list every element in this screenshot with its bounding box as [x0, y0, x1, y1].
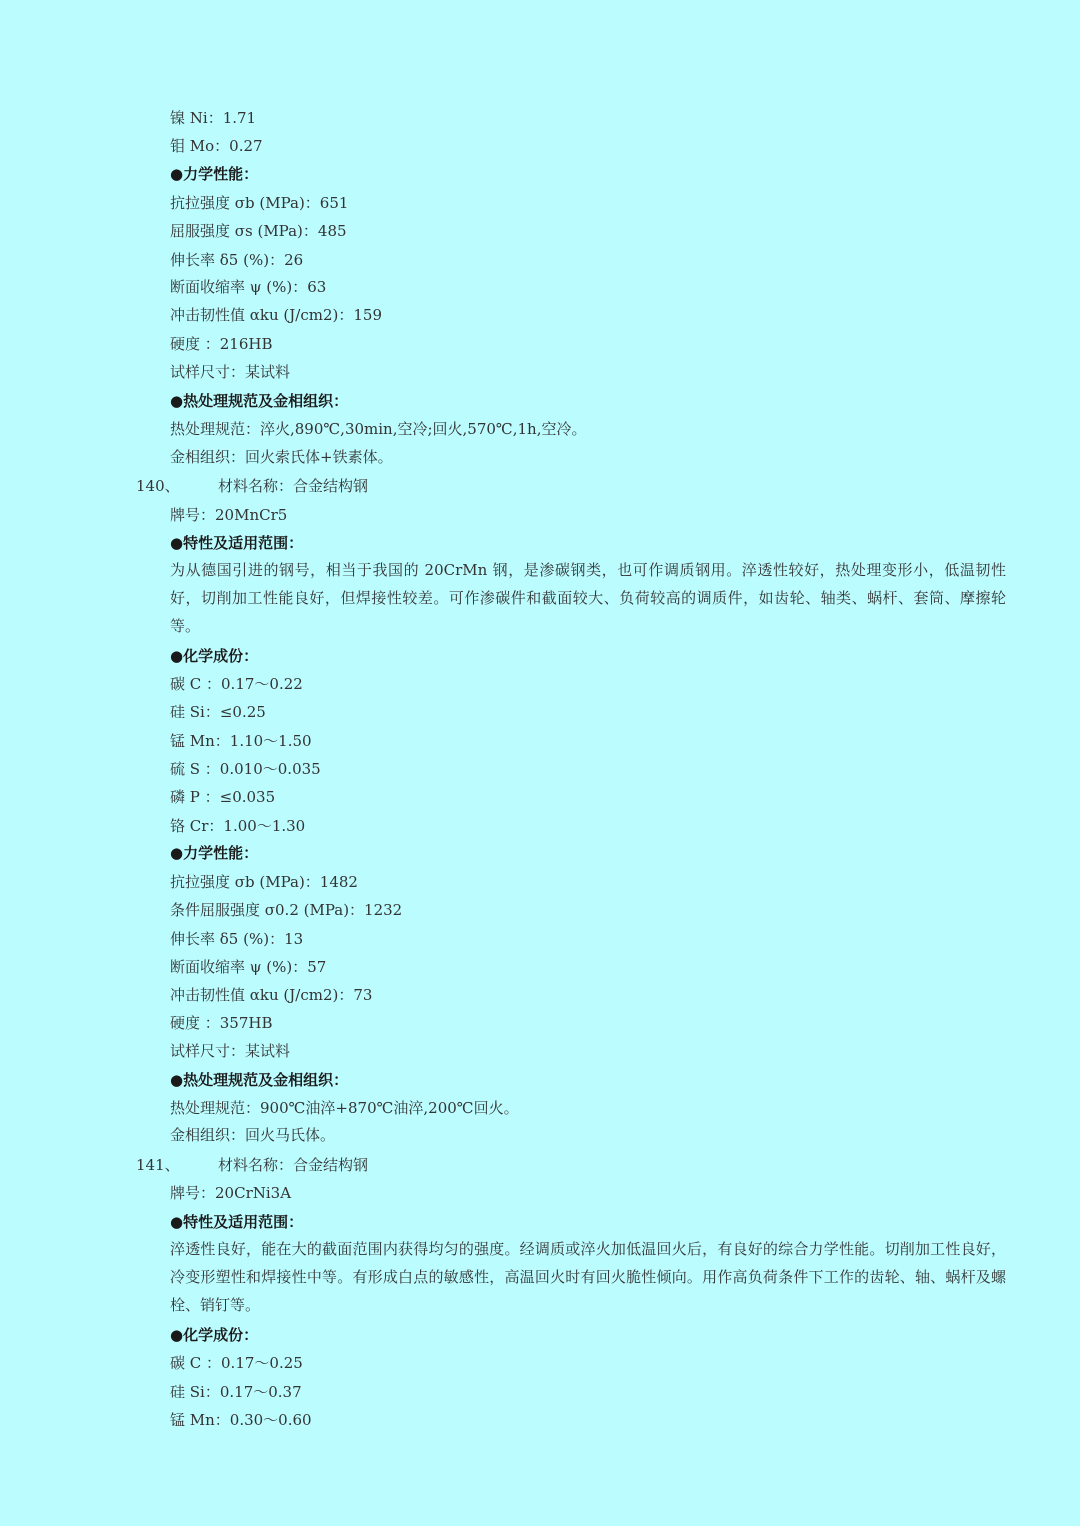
mech-item: 冲击韧性值 αku (J/cm2)：73	[170, 986, 373, 1004]
mech-item: 冲击韧性值 αku (J/cm2)：159	[170, 306, 382, 324]
chem-item: 硅 Si：≤0.25	[170, 703, 266, 721]
section-heading-chemical: ●化学成份：	[170, 1326, 259, 1344]
chem-item: 碳 C ：0.17～0.22	[170, 675, 303, 693]
mech-item: 伸长率 δ5 (%)：26	[170, 251, 304, 269]
mech-item: 硬度 ：357HB	[170, 1014, 273, 1032]
section-heading-mechanical: ●力学性能：	[170, 165, 259, 183]
entry-number: 141、	[136, 1156, 180, 1174]
heat-item: 金相组织：回火马氏体。	[170, 1126, 336, 1144]
mech-item: 断面收缩率 ψ (%)：57	[170, 958, 327, 976]
feature-paragraph: 为从德国引进的钢号，相当于我国的 20CrMn 钢，是渗碳钢类，也可作调质钢用。淬透性较好，热处理变形小，低温韧性好，切削加工性能良好，但焊接性较差。可作渗碳件和截面较大、负荷较高的调质件，如齿轮、轴类、蜗杆、套筒、摩擦轮等。	[170, 561, 1006, 635]
heat-item: 热处理规范：900℃油淬+870℃油淬,200℃回火。	[170, 1099, 519, 1117]
chem-item: 碳 C ：0.17～0.25	[170, 1354, 303, 1372]
grade: 牌号：20CrNi3A	[170, 1184, 292, 1202]
entry-number: 140、	[136, 477, 180, 495]
chem-item: 镍 Ni：1.71	[170, 109, 257, 127]
entry-header	[136, 476, 368, 496]
mech-item: 伸长率 δ5 (%)：13	[170, 930, 304, 948]
material-name: 材料名称：合金结构钢	[218, 1156, 369, 1174]
heat-item: 金相组织：回火索氏体+铁素体。	[170, 448, 393, 466]
feature-paragraph: 淬透性良好，能在大的截面范围内获得均匀的强度。经调质或淬火加低温回火后，有良好的综合力学性能。切削加工性良好，冷变形塑性和焊接性中等。有形成白点的敏感性，高温回火时有回火脆性倾向。用作高负荷条件下工作的齿轮、轴、蜗杆及螺栓、销钉等。	[170, 1240, 1006, 1314]
entry-header	[136, 1155, 368, 1175]
section-heading-heat: ●热处理规范及金相组织：	[170, 392, 349, 410]
chem-item: 铬 Cr：1.00～1.30	[170, 817, 306, 835]
mech-item: 屈服强度 σs (MPa)：485	[170, 222, 347, 240]
material-name: 材料名称：合金结构钢	[218, 477, 369, 495]
grade: 牌号：20MnCr5	[170, 506, 288, 524]
section-heading-mechanical: ●力学性能：	[170, 844, 259, 862]
section-heading-heat: ●热处理规范及金相组织：	[170, 1071, 349, 1089]
section-heading-feature: ●特性及适用范围：	[170, 1213, 304, 1231]
mech-item: 试样尺寸：某试料	[170, 1042, 291, 1060]
mech-item: 抗拉强度 σb (MPa)：651	[170, 194, 349, 212]
chem-item: 硫 S ：0.010～0.035	[170, 760, 321, 778]
chem-item: 磷 P ：≤0.035	[170, 788, 276, 806]
mech-item: 试样尺寸：某试料	[170, 363, 291, 381]
chem-item: 硅 Si：0.17～0.37	[170, 1383, 302, 1401]
chem-item: 钼 Mo：0.27	[170, 137, 263, 155]
section-heading-feature: ●特性及适用范围：	[170, 534, 304, 552]
chem-item: 锰 Mn：0.30～0.60	[170, 1411, 312, 1429]
mech-item: 硬度 ：216HB	[170, 335, 273, 353]
chem-item: 锰 Mn：1.10～1.50	[170, 732, 312, 750]
mech-item: 断面收缩率 ψ (%)：63	[170, 278, 327, 296]
heat-item: 热处理规范：淬火,890℃,30min,空冷;回火,570℃,1h,空冷。	[170, 420, 587, 438]
mech-item: 条件屈服强度 σ0.2 (MPa)：1232	[170, 901, 403, 919]
mech-item: 抗拉强度 σb (MPa)：1482	[170, 873, 358, 891]
section-heading-chemical: ●化学成份：	[170, 647, 259, 665]
